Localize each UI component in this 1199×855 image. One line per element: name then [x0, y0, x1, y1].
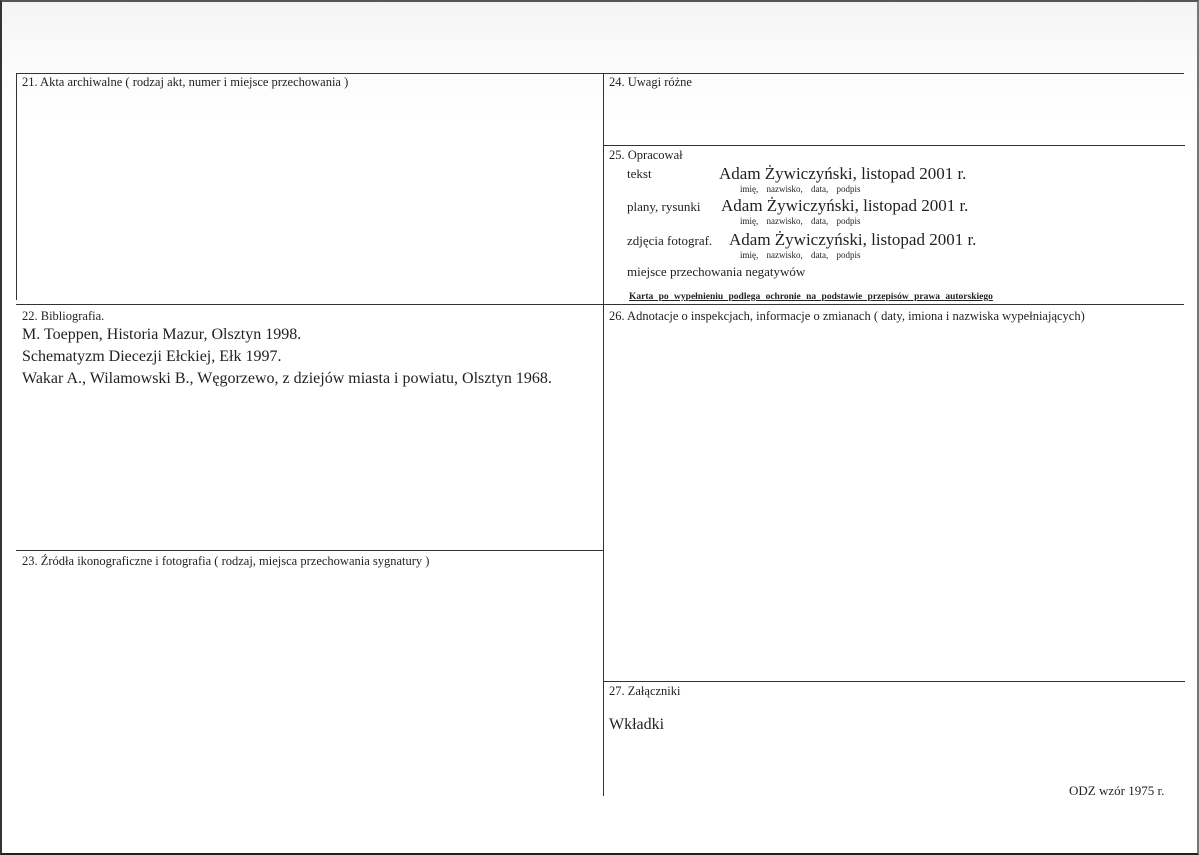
- negatives-location-label: miejsce przechowania negatywów: [627, 264, 806, 279]
- section-21-label: 21. Akta archiwalne ( rodzaj akt, numer i miejsce przechowania ): [22, 75, 349, 89]
- left-border: [16, 73, 17, 300]
- attachments-value: Wkładki: [609, 716, 665, 733]
- author-row-value: Adam Żywiczyński, listopad 2001 r.: [721, 196, 969, 215]
- bibliography-entry: Schematyzm Diecezji Ełckiej, Ełk 1997.: [22, 348, 282, 365]
- form-identifier: ODZ wzór 1975 r.: [1069, 783, 1165, 798]
- top-rule: [16, 73, 1184, 74]
- author-row-value: Adam Żywiczyński, listopad 2001 r.: [719, 164, 967, 183]
- author-row-plans: [627, 198, 701, 216]
- author-row-caption: imię, nazwisko, data, podpis: [740, 250, 861, 260]
- rule-27: [603, 681, 1185, 682]
- bibliography-entry: M. Toeppen, Historia Mazur, Olsztyn 1998.: [22, 326, 302, 343]
- rule-25: [603, 145, 1185, 146]
- section-23-label: 23. Źródła ikonograficzne i fotografia ( rodzaj, miejsca przechowania sygnatury ): [22, 554, 430, 568]
- rule-22-26: [16, 304, 1184, 305]
- author-row-value: Adam Żywiczyński, listopad 2001 r.: [729, 230, 977, 249]
- center-divider: [603, 73, 604, 796]
- author-row-photos: [627, 232, 712, 250]
- author-row-key: plany, rysunki: [627, 199, 701, 214]
- section-27-label: 27. Załączniki: [609, 684, 681, 698]
- bibliography-entry: Wakar A., Wilamowski B., Węgorzewo, z dziejów miasta i powiatu, Olsztyn 1968.: [22, 370, 552, 387]
- section-25-label: 25. Opracował: [609, 148, 683, 162]
- author-row-key: tekst: [627, 166, 652, 181]
- rule-23: [16, 550, 603, 551]
- author-row-caption: imię, nazwisko, data, podpis: [740, 184, 861, 194]
- author-row-key: zdjęcia fotograf.: [627, 233, 713, 248]
- section-26-label: 26. Adnotacje o inspekcjach, informacje o zmianach ( daty, imiona i nazwiska wypełniających): [609, 309, 1085, 323]
- section-24-label: 24. Uwagi różne: [609, 75, 692, 89]
- author-row-caption: imię, nazwisko, data, podpis: [740, 216, 861, 226]
- author-row-text: [627, 165, 652, 183]
- copyright-notice: Karta po wypełnieniu podlega ochronie na podstawie przepisów prawa autorskiego: [629, 292, 993, 302]
- section-22-label: 22. Bibliografia.: [22, 309, 105, 323]
